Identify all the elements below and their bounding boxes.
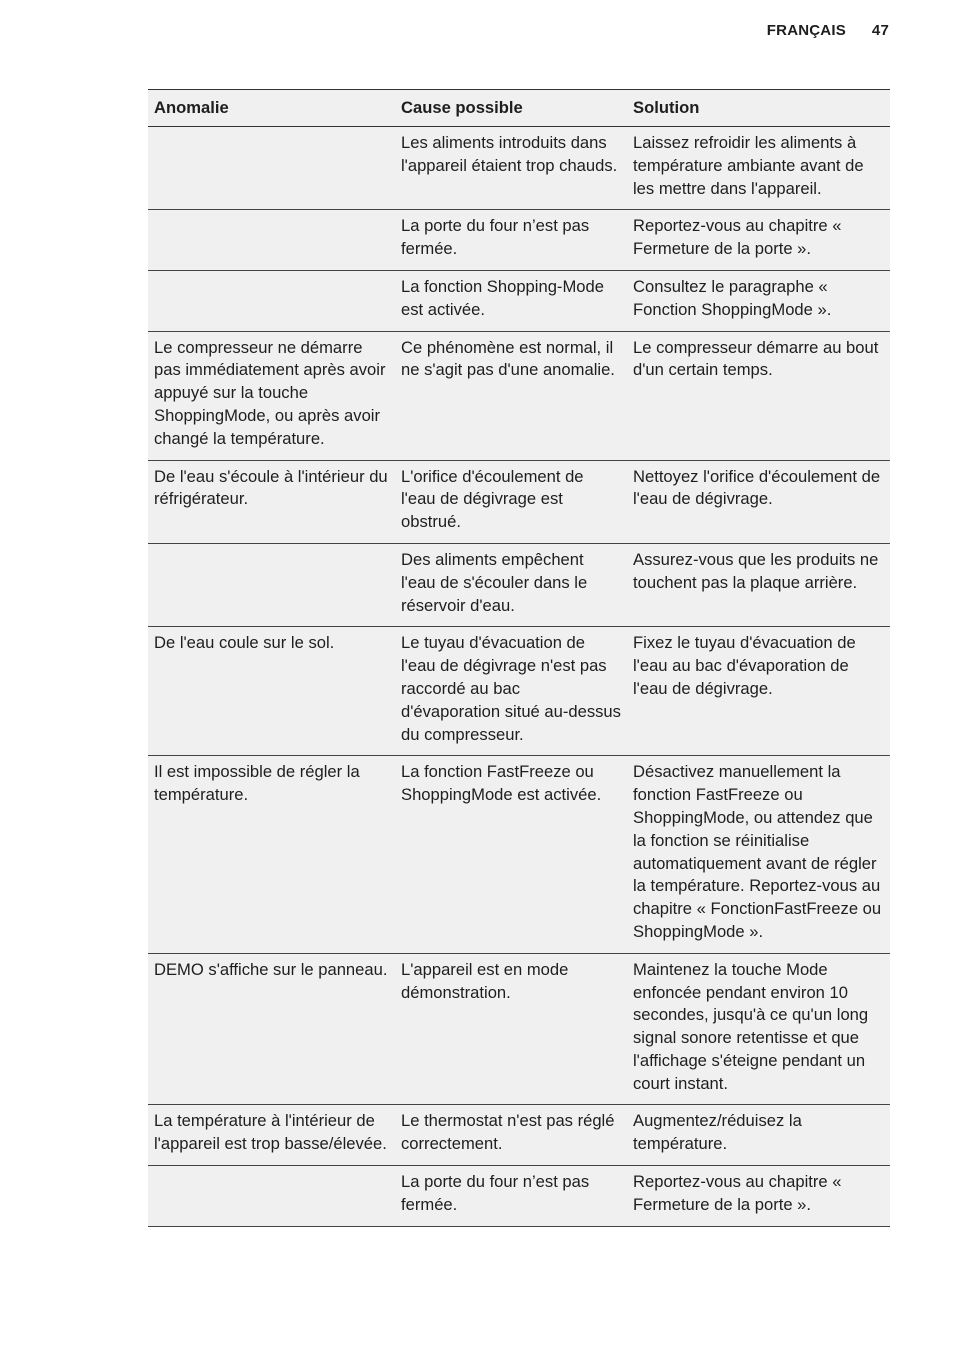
solution-cell: Reportez-vous au chapitre « Fermeture de la porte ». xyxy=(627,210,890,271)
table-row xyxy=(148,1166,890,1227)
solution-cell: Augmentez/réduisez la température. xyxy=(627,1105,890,1166)
table-row xyxy=(148,543,890,626)
anomaly-cell: DEMO s'affiche sur le panneau. xyxy=(148,953,395,1105)
column-header-cause: Cause possible xyxy=(395,90,627,127)
troubleshooting-table xyxy=(148,89,890,1227)
page-header xyxy=(767,22,889,39)
cause-cell: Les aliments introduits dans l'appareil étaient trop chauds. xyxy=(395,127,627,210)
solution-cell: Laissez refroidir les aliments à température ambiante avant de les mettre dans l'appareil. xyxy=(627,127,890,210)
table-row xyxy=(148,953,890,1105)
table-header-row xyxy=(148,90,890,127)
column-header-anomalie: Anomalie xyxy=(148,90,395,127)
table-row xyxy=(148,270,890,331)
anomaly-cell xyxy=(148,543,395,626)
column-header-solution: Solution xyxy=(627,90,890,127)
cause-cell: Le tuyau d'évacuation de l'eau de dégivrage n'est pas raccordé au bac d'évaporation situé au-dessus du compresseur. xyxy=(395,627,627,756)
cause-cell: Le thermostat n'est pas réglé correctement. xyxy=(395,1105,627,1166)
anomaly-cell: La température à l'intérieur de l'appareil est trop basse/élevée. xyxy=(148,1105,395,1166)
cause-cell: Des aliments empêchent l'eau de s'écouler dans le réservoir d'eau. xyxy=(395,543,627,626)
anomaly-cell xyxy=(148,210,395,271)
anomaly-cell: Le compresseur ne démarre pas immédiatement après avoir appuyé sur la touche ShoppingMode, ou après avoir changé la température. xyxy=(148,331,395,460)
solution-cell: Le compresseur démarre au bout d'un certain temps. xyxy=(627,331,890,460)
table-row xyxy=(148,210,890,271)
language-label: FRANÇAIS xyxy=(766,22,846,39)
anomaly-cell: De l'eau s'écoule à l'intérieur du réfrigérateur. xyxy=(148,460,395,543)
table-row xyxy=(148,127,890,210)
page-number: 47 xyxy=(871,22,889,39)
table-row xyxy=(148,1105,890,1166)
cause-cell: La fonction Shopping-Mode est activée. xyxy=(395,270,627,331)
solution-cell: Reportez-vous au chapitre « Fermeture de la porte ». xyxy=(627,1166,890,1227)
cause-cell: La porte du four n’est pas fermée. xyxy=(395,210,627,271)
cause-cell: La fonction FastFreeze ou ShoppingMode est activée. xyxy=(395,756,627,953)
anomaly-cell: Il est impossible de régler la température. xyxy=(148,756,395,953)
cause-cell: L'orifice d'écoulement de l'eau de dégivrage est obstrué. xyxy=(395,460,627,543)
solution-cell: Désactivez manuellement la fonction FastFreeze ou ShoppingMode, ou attendez que la fonction se réinitialise automatiquement avant de régler la température. Reportez-vous au chapitre « FonctionFastFreeze ou ShoppingMode ». xyxy=(627,756,890,953)
table-row xyxy=(148,331,890,460)
cause-cell: Ce phénomène est normal, il ne s'agit pas d'une anomalie. xyxy=(395,331,627,460)
solution-cell: Assurez-vous que les produits ne touchent pas la plaque arrière. xyxy=(627,543,890,626)
anomaly-cell xyxy=(148,270,395,331)
table-row xyxy=(148,627,890,756)
cause-cell: La porte du four n’est pas fermée. xyxy=(395,1166,627,1227)
anomaly-cell xyxy=(148,1166,395,1227)
anomaly-cell xyxy=(148,127,395,210)
table-row xyxy=(148,756,890,953)
solution-cell: Maintenez la touche Mode enfoncée pendant environ 10 secondes, jusqu'à ce qu'un long signal sonore retentisse et que l'affichage s'éteigne pendant un court instant. xyxy=(627,953,890,1105)
cause-cell: L'appareil est en mode démonstration. xyxy=(395,953,627,1105)
table-row xyxy=(148,460,890,543)
solution-cell: Nettoyez l'orifice d'écoulement de l'eau de dégivrage. xyxy=(627,460,890,543)
anomaly-cell: De l'eau coule sur le sol. xyxy=(148,627,395,756)
solution-cell: Consultez le paragraphe « Fonction ShoppingMode ». xyxy=(627,270,890,331)
solution-cell: Fixez le tuyau d'évacuation de l'eau au bac d'évaporation de l'eau de dégivrage. xyxy=(627,627,890,756)
